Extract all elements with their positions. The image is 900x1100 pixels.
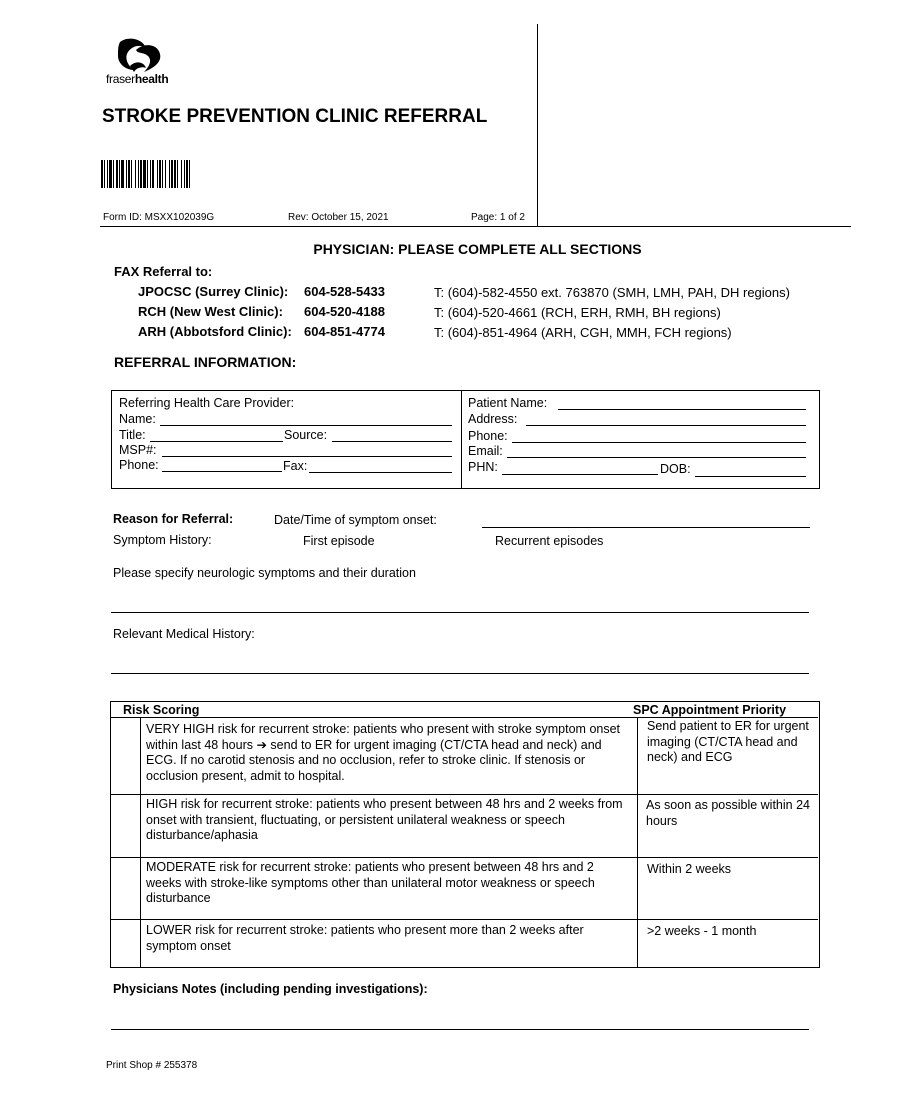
barcode-bar (138, 160, 139, 188)
patient-address-label: Address: (468, 412, 518, 426)
patient-dob-label: DOB: (660, 462, 691, 476)
barcode-bar (177, 160, 178, 188)
clinic-phone: T: (604)-582-4550 ext. 763870 (SMH, LMH, PAH, DH regions) (434, 285, 790, 300)
provider-title-label: Title: (119, 428, 146, 442)
high-risk-checkbox[interactable] (112, 796, 139, 856)
reason-heading: Reason for Referral: (113, 512, 234, 526)
barcode-bar (116, 160, 118, 188)
fax-heading: FAX Referral to: (114, 264, 213, 279)
barcode-icon (101, 160, 235, 188)
barcode-bar (186, 160, 188, 188)
barcode-bar (157, 160, 158, 188)
clinic-name: RCH (New West Clinic): (138, 304, 283, 319)
clinic-phone: T: (604)-520-4661 (RCH, ERH, RMH, BH regions) (434, 305, 721, 320)
barcode-bar (128, 160, 130, 188)
barcode-bar (126, 160, 127, 188)
barcode-bar (169, 160, 170, 188)
patient-email-label: Email: (468, 444, 503, 458)
clinic-name: JPOCSC (Surrey Clinic): (138, 284, 289, 299)
patient-dob-field[interactable] (695, 476, 806, 477)
appointment-priority: As soon as possible within 24 hours (646, 798, 810, 828)
physician-notes-label: Physicians Notes (including pending investigations): (113, 982, 428, 996)
clinic-phone: T: (604)-851-4964 (ARH, CGH, MMH, FCH regions) (434, 325, 732, 340)
barcode-bar (135, 160, 136, 188)
table-header-divider (110, 717, 818, 718)
table-row-divider (110, 794, 818, 795)
clinic-fax: 604-520-4188 (304, 304, 385, 319)
very-high-risk-checkbox[interactable] (112, 719, 139, 793)
barcode-bar (174, 160, 176, 188)
priority-column-header: SPC Appointment Priority (633, 703, 787, 717)
recurrent-episodes-option[interactable]: Recurrent episodes (495, 534, 604, 548)
provider-source-label: Source: (284, 428, 328, 442)
onset-field[interactable] (482, 527, 810, 528)
risk-description: VERY HIGH risk for recurrent stroke: patients who present with stroke symptom onset within last 48 hours ➔ send to ER for urgent imaging (CT/CTA head and neck) and ECG. If no carotid stenosis and no occlusion, refer to stroke clinic. If stenosis or occlusion present, admit to hospital. (146, 722, 621, 783)
provider-phone-label: Phone: (119, 458, 159, 472)
barcode-bar (104, 160, 105, 188)
barcode-bar (147, 160, 148, 188)
symptoms-field[interactable] (111, 612, 809, 613)
form-id: Form ID: MSXX102039G (103, 212, 215, 223)
medical-history-label: Relevant Medical History: (113, 627, 255, 641)
barcode-bar (101, 160, 103, 188)
referral-box-divider (461, 390, 462, 489)
lower-risk-checkbox[interactable] (112, 921, 139, 965)
provider-name-label: Name: (119, 412, 156, 426)
patient-phone-field[interactable] (512, 442, 806, 443)
patient-phone-label: Phone: (468, 429, 508, 443)
barcode-bar (162, 160, 163, 188)
barcode-bar (140, 160, 142, 188)
barcode-bar (131, 160, 132, 188)
risk-description: HIGH risk for recurrent stroke: patients who present between 48 hrs and 2 weeks from onset with transient, fluctuating, or persistent unilateral weakness or speech disturbance/aphasia (146, 797, 623, 842)
patient-name-label: Patient Name: (468, 396, 548, 410)
barcode-bar (165, 160, 166, 188)
symptom-history-label: Symptom History: (113, 533, 212, 547)
clinic-name: ARH (Abbotsford Clinic): (138, 324, 292, 339)
header-divider-vertical (537, 24, 538, 227)
appointment-priority: >2 weeks - 1 month (647, 924, 757, 938)
barcode-bar (181, 160, 182, 188)
risk-column-header: Risk Scoring (123, 703, 200, 717)
onset-label: Date/Time of symptom onset: (274, 513, 437, 527)
table-row-divider (110, 919, 818, 920)
appointment-priority: Within 2 weeks (647, 862, 732, 876)
provider-fax-field[interactable] (309, 472, 452, 473)
provider-msp-label: MSP#: (119, 443, 157, 457)
table-row-divider (110, 857, 818, 858)
barcode-bar (171, 160, 173, 188)
barcode-bar (113, 160, 114, 188)
provider-fax-label: Fax: (283, 459, 308, 473)
header-divider-horizontal (100, 226, 851, 227)
logo-wordmark: fraserhealth (106, 72, 169, 86)
medical-history-field[interactable] (111, 673, 809, 674)
page-number: Page: 1 of 2 (471, 212, 525, 223)
referral-info-heading: REFERRAL INFORMATION: (114, 354, 297, 370)
barcode-bar (107, 160, 108, 188)
appointment-priority: Send patient to ER for urgent imaging (CT/CTA head and neck) and ECG (647, 719, 809, 764)
provider-source-field[interactable] (332, 441, 452, 442)
physician-instruction: PHYSICIAN: PLEASE COMPLETE ALL SECTIONS (313, 241, 642, 257)
patient-name-field[interactable] (558, 409, 806, 410)
print-shop-number: Print Shop # 255378 (106, 1060, 198, 1071)
priority-column-divider (637, 718, 638, 967)
checkbox-column-divider (140, 718, 141, 967)
barcode-bar (184, 160, 185, 188)
patient-phn-field[interactable] (502, 474, 658, 475)
patient-phn-label: PHN: (468, 460, 498, 474)
physician-notes-field[interactable] (111, 1029, 809, 1030)
provider-label: Referring Health Care Provider: (119, 396, 295, 410)
specify-symptoms-label: Please specify neurologic symptoms and their duration (113, 566, 416, 580)
barcode-bar (189, 160, 190, 188)
barcode-bar (150, 160, 151, 188)
barcode-bar (143, 160, 146, 188)
patient-address-field[interactable] (526, 425, 806, 426)
patient-email-field[interactable] (507, 457, 806, 458)
moderate-risk-checkbox[interactable] (112, 859, 139, 918)
clinic-fax: 604-528-5433 (304, 284, 385, 299)
clinic-fax: 604-851-4774 (304, 324, 385, 339)
barcode-bar (121, 160, 124, 188)
provider-msp-field[interactable] (162, 456, 452, 457)
provider-name-field[interactable] (160, 425, 452, 426)
barcode-bar (159, 160, 161, 188)
barcode-bar (152, 160, 154, 188)
first-episode-option[interactable]: First episode (303, 534, 375, 548)
form-title: STROKE PREVENTION CLINIC REFERRAL (102, 106, 488, 127)
barcode-bar (119, 160, 120, 188)
provider-phone-field[interactable] (162, 471, 282, 472)
provider-title-field[interactable] (150, 441, 283, 442)
risk-description: MODERATE risk for recurrent stroke: patients who present between 48 hrs and 2 weeks with stroke-like symptoms other than unilateral motor weakness or speech disturbance (146, 860, 595, 905)
revision-date: Rev: October 15, 2021 (288, 212, 389, 223)
risk-description: LOWER risk for recurrent stroke: patients who present more than 2 weeks after symptom onset (146, 923, 584, 953)
barcode-bar (109, 160, 112, 188)
